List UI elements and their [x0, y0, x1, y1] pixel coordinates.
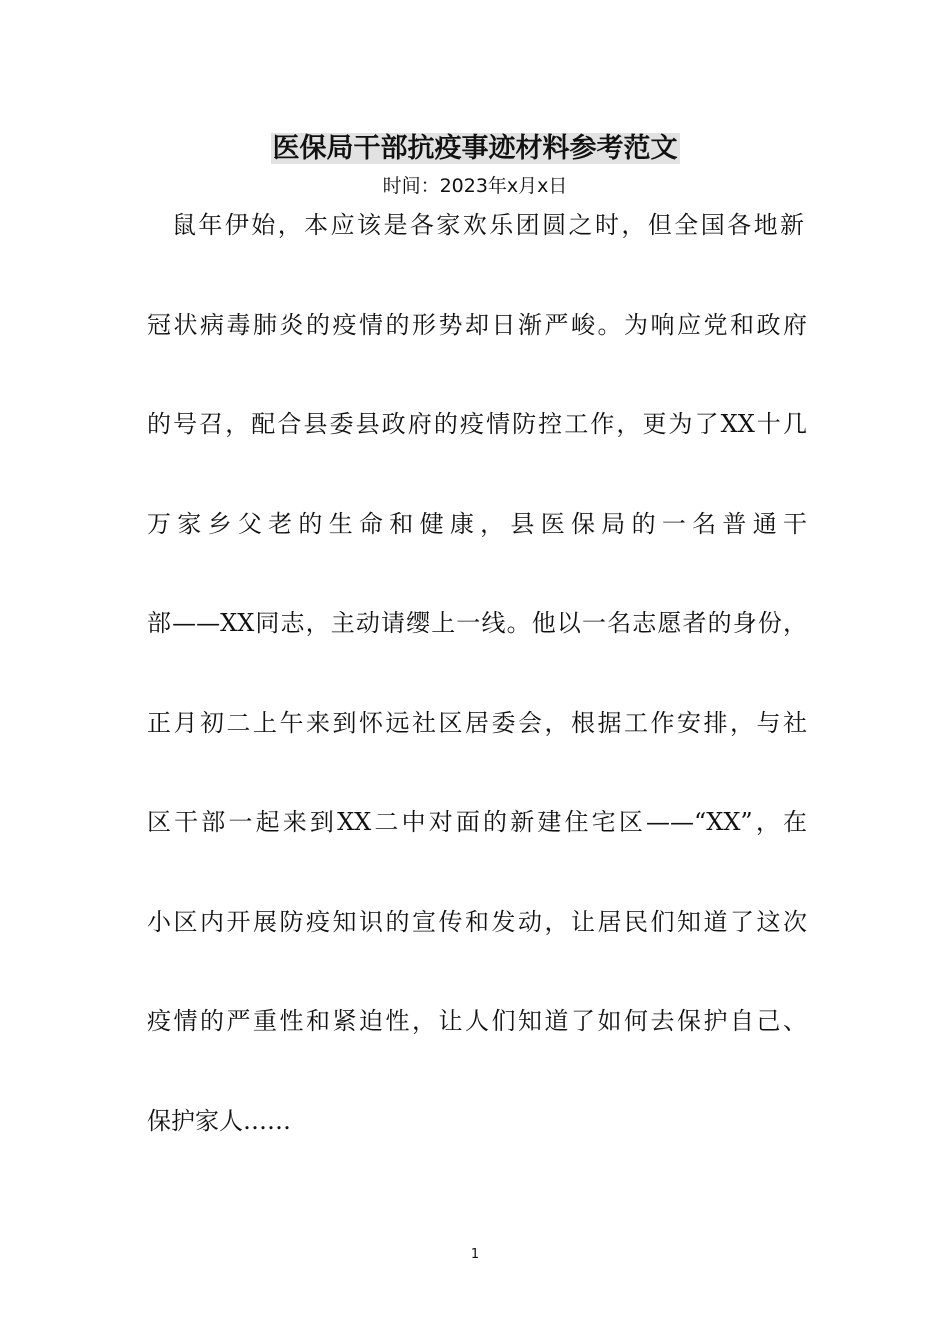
document-title: [0, 129, 950, 169]
page-number: 1: [470, 1247, 480, 1262]
body-line-4: 万家乡父老的生命和健康，县医保局的一名普通干: [147, 510, 807, 538]
body-line-9: 疫情的严重性和紧迫性，让人们知道了如何去保护自己、: [147, 1007, 807, 1035]
body-line-10: 保护家人……: [147, 1107, 291, 1135]
document-title-text: 医保局干部抗疫事迹材料参考范文: [272, 133, 678, 164]
body-line-6: 正月初二上午来到怀远社区居委会，根据工作安排，与社: [147, 709, 807, 737]
body-line-1: 鼠年伊始，本应该是各家欢乐团圆之时，但全国各地新: [172, 211, 804, 239]
body-line-8: 小区内开展防疫知识的宣传和发动，让居民们知道了这次: [147, 908, 807, 936]
body-line-5: 部——XX同志，主动请缨上一线。他以一名志愿者的身份，: [147, 609, 807, 637]
body-line-7: 区干部一起来到XX二中对面的新建住宅区——“XX”，在: [147, 808, 807, 836]
document-date: 时间：2023年x月x日: [382, 175, 568, 197]
body-line-2: 冠状病毒肺炎的疫情的形势却日渐严峻。为响应党和政府: [147, 311, 807, 339]
body-line-3: 的号召，配合县委县政府的疫情防控工作，更为了XX十几: [147, 410, 807, 438]
